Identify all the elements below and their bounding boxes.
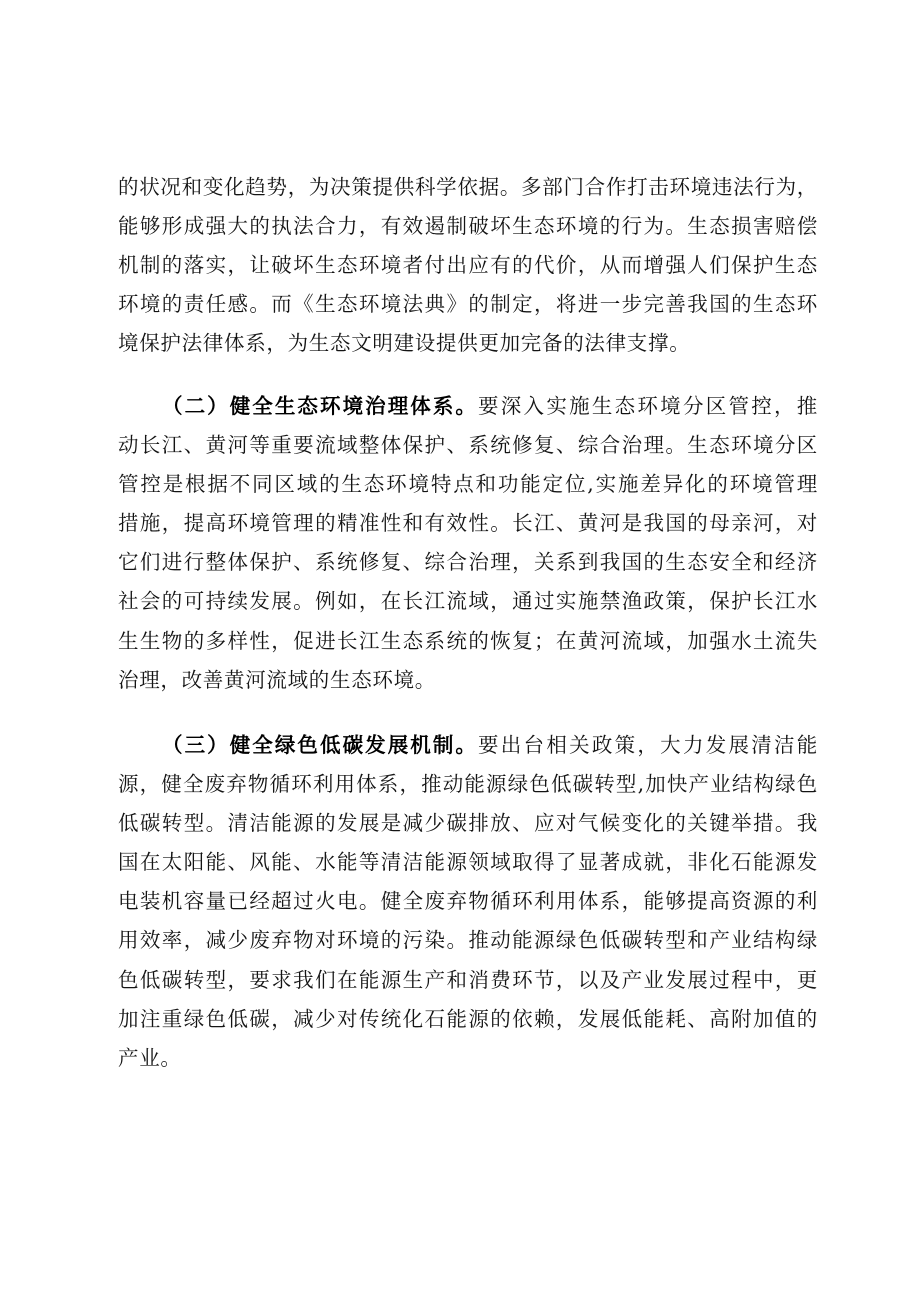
- text-line: 加注重绿色低碳，减少对传统化石能源的依赖，发展低能耗、高附加值的: [118, 1006, 818, 1031]
- text-line: 生生物的多样性，促进长江生态系统的恢复；在黄河流域，加强水土流失: [118, 628, 818, 653]
- paragraph-governance-system: [118, 387, 818, 700]
- paragraph-first-line-text: 要出台相关政策，大力发展清洁能: [478, 733, 818, 757]
- text-line: 措施，提高环境管理的精准性和有效性。长江、黄河是我国的母亲河，对: [118, 511, 818, 536]
- text-line: 它们进行整体保护、系统修复、综合治理，关系到我国的生态安全和经济: [118, 550, 818, 575]
- text-line: 能够形成强大的执法合力，有效遏制破坏生态环境的行为。生态损害赔偿: [118, 214, 818, 239]
- section-heading: （三）健全绿色低碳发展机制。: [162, 733, 478, 757]
- paragraph-legal-system-continuation: [118, 168, 818, 363]
- text-line: 机制的落实，让破坏生态环境者付出应有的代价，从而增强人们保护生态: [118, 253, 818, 278]
- section-heading: （二）健全生态环境治理体系。: [162, 394, 478, 418]
- text-line: 产业。: [118, 1045, 182, 1070]
- text-line: 管控是根据不同区域的生态环境特点和功能定位,实施差异化的环境管理: [118, 472, 818, 497]
- paragraph-green-low-carbon: [118, 726, 818, 1078]
- text-line: 用效率，减少废弃物对环境的污染。推动能源绿色低碳转型和产业结构绿: [118, 928, 818, 953]
- text-line: 动长江、黄河等重要流域整体保护、系统修复、综合治理。生态环境分区: [118, 433, 818, 458]
- text-line: 环境的责任感。而《生态环境法典》的制定，将进一步完善我国的生态环: [118, 292, 818, 317]
- paragraph-first-line: [118, 726, 818, 765]
- text-line: 的状况和变化趋势，为决策提供科学依据。多部门合作打击环境违法行为，: [118, 175, 818, 199]
- text-line: 电装机容量已经超过火电。健全废弃物循环利用体系，能够提高资源的利: [118, 889, 818, 914]
- text-line: 治理，改善黄河流域的生态环境。: [118, 667, 436, 692]
- text-line: 国在太阳能、风能、水能等清洁能源领域取得了显著成就，非化石能源发: [118, 850, 818, 875]
- text-line: 社会的可持续发展。例如，在长江流域，通过实施禁渔政策，保护长江水: [118, 589, 818, 614]
- text-line: 低碳转型。清洁能源的发展是减少碳排放、应对气候变化的关键举措。我: [118, 811, 818, 836]
- paragraph-first-line-text: 要深入实施生态环境分区管控，推: [478, 394, 818, 418]
- text-line: 源，健全废弃物循环利用体系，推动能源绿色低碳转型,加快产业结构绿色: [118, 772, 818, 797]
- text-line: 色低碳转型，要求我们在能源生产和消费环节，以及产业发展过程中，更: [118, 967, 818, 992]
- paragraph-first-line: [118, 387, 818, 426]
- text-line: 境保护法律体系，为生态文明建设提供更加完备的法律支撑。: [118, 331, 691, 356]
